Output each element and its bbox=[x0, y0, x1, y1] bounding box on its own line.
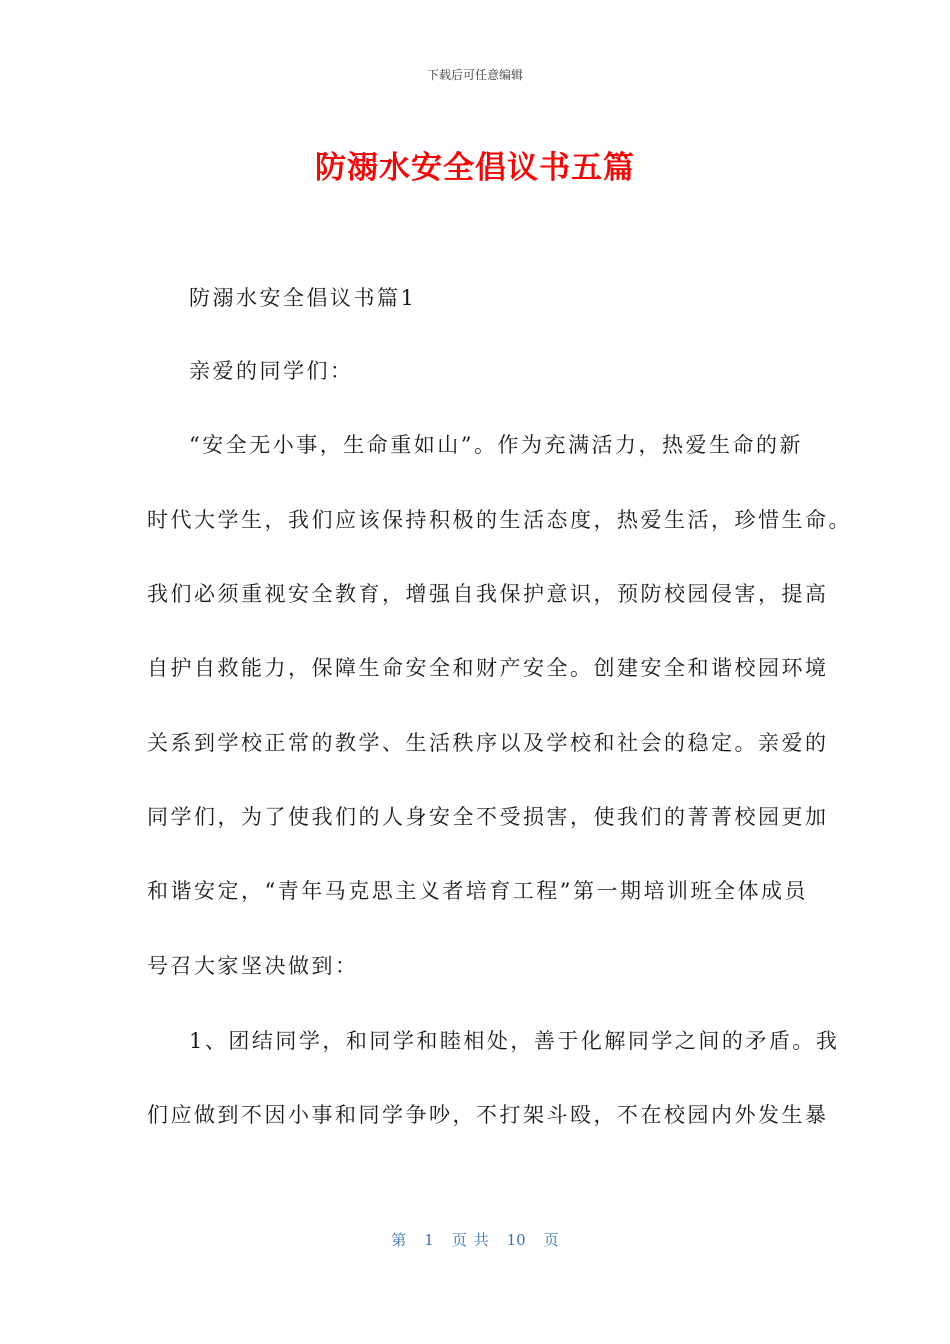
section-heading: 防溺水安全倡议书篇1 bbox=[189, 286, 417, 310]
header-note: 下载后可任意编辑 bbox=[426, 68, 523, 82]
paragraph-line: 号召大家坚决做到： bbox=[147, 954, 359, 978]
current-page-number: 1 bbox=[424, 1231, 434, 1249]
footer-prefix: 第 bbox=[391, 1231, 407, 1249]
footer-suffix: 页 bbox=[543, 1231, 559, 1249]
page-footer bbox=[0, 1229, 950, 1250]
total-pages-number: 10 bbox=[506, 1231, 526, 1249]
paragraph-line: 1、团结同学，和同学和睦相处，善于化解同学之间的矛盾。我 bbox=[189, 1029, 840, 1053]
paragraph-line: 我们必须重视安全教育，增强自我保护意识，预防校园侵害，提高 bbox=[147, 582, 829, 606]
paragraph-line: 时代大学生，我们应该保持积极的生活态度，热爱生活，珍惜生命。 bbox=[147, 508, 852, 532]
paragraph-line: 关系到学校正常的教学、生活秩序以及学校和社会的稳定。亲爱的 bbox=[147, 731, 829, 755]
paragraph-line: 们应做到不因小事和同学争吵，不打架斗殴，不在校园内外发生暴 bbox=[147, 1103, 829, 1127]
paragraph-line: 和谐安定，“青年马克思主义者培育工程”第一期培训班全体成员 bbox=[147, 879, 808, 903]
footer-middle: 页 共 bbox=[451, 1231, 489, 1249]
paragraph-line: 自护自救能力，保障生命安全和财产安全。创建安全和谐校园环境 bbox=[147, 656, 829, 680]
paragraph-line: 同学们，为了使我们的人身安全不受损害，使我们的菁菁校园更加 bbox=[147, 805, 829, 829]
paragraph-line: “安全无小事，生命重如山”。作为充满活力，热爱生命的新 bbox=[189, 433, 803, 457]
document-title: 防溺水安全倡议书五篇 bbox=[315, 150, 635, 186]
salutation: 亲爱的同学们： bbox=[189, 359, 354, 383]
